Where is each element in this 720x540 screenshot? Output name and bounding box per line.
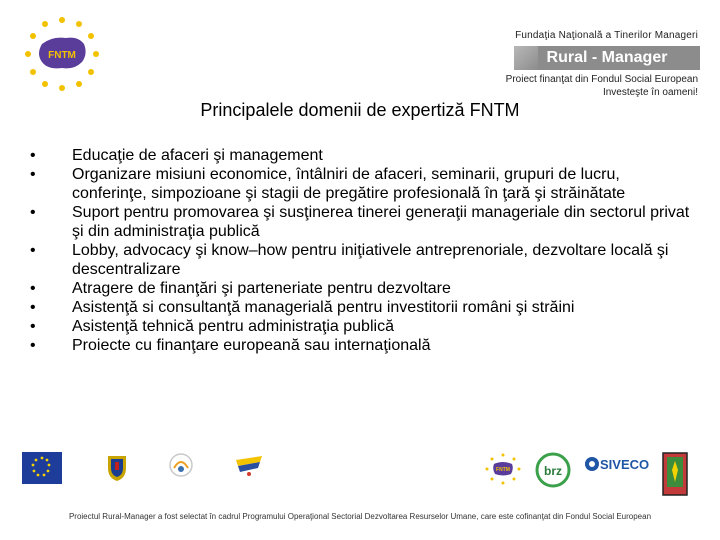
project-banner (514, 46, 700, 70)
siveco-logo (584, 452, 654, 482)
funding-line-2: Investeşte în oameni! (602, 87, 698, 98)
funding-line-1: Proiect finanţat din Fondul Social European (505, 74, 698, 85)
eu-flag-icon (22, 452, 62, 484)
expertise-list (30, 146, 690, 355)
fntm-small-logo (484, 452, 522, 486)
fntm-logo-text: FNTM (48, 50, 76, 61)
list-item: • Suport pentru promovarea şi susţinerea tinerei generaţii manageriale din sectorul privat şi din administraţia publică (30, 203, 690, 241)
posdru-logo-icon (234, 452, 264, 478)
partner-emblem-icon (662, 452, 688, 496)
ministry-logo-icon (168, 452, 194, 478)
list-item: • Atragere de finanţări şi parteneriate pentru dezvoltare (30, 279, 690, 298)
fntm-small-logo-text: FNTM (496, 467, 510, 473)
brz-logo-text: brz (544, 464, 562, 478)
list-item: • Lobby, advocacy şi know–how pentru iniţiativele antreprenoriale, dezvoltare locală şi descentralizare (30, 241, 690, 279)
siveco-logo-text: SIVECO (600, 457, 650, 472)
partner-logos (22, 452, 698, 504)
page-title: Principalele domenii de expertiză FNTM (200, 100, 520, 120)
brz-logo (532, 452, 574, 492)
footer-note: Proiectul Rural-Manager a fost selectat în cadrul Programului Operaţional Sectorial Dezvoltarea Resurselor Umane, care este cofinanţat din Fondul Social European (68, 512, 652, 521)
project-banner-text: Rural - Manager (546, 49, 668, 66)
list-item: • Asistenţă si consultanţă managerială pentru investitorii români şi străini (30, 298, 690, 317)
list-item: • Proiecte cu finanţare europeană sau internaţională (30, 336, 690, 355)
list-item: • Educaţie de afaceri şi management (30, 146, 690, 165)
organization-name: Fundaţia Naţională a Tinerilor Manageri (515, 30, 698, 41)
list-item: • Asistenţă tehnică pentru administraţia publică (30, 317, 690, 336)
list-item: • Organizare misiuni economice, întâlniri de afaceri, seminarii, grupuri de lucru, conferinţe, simpozioane şi stagii de pregătire profesională în ţară şi străinătate (30, 165, 690, 203)
romanian-coat-of-arms-icon (106, 452, 128, 482)
fntm-logo (22, 14, 102, 94)
